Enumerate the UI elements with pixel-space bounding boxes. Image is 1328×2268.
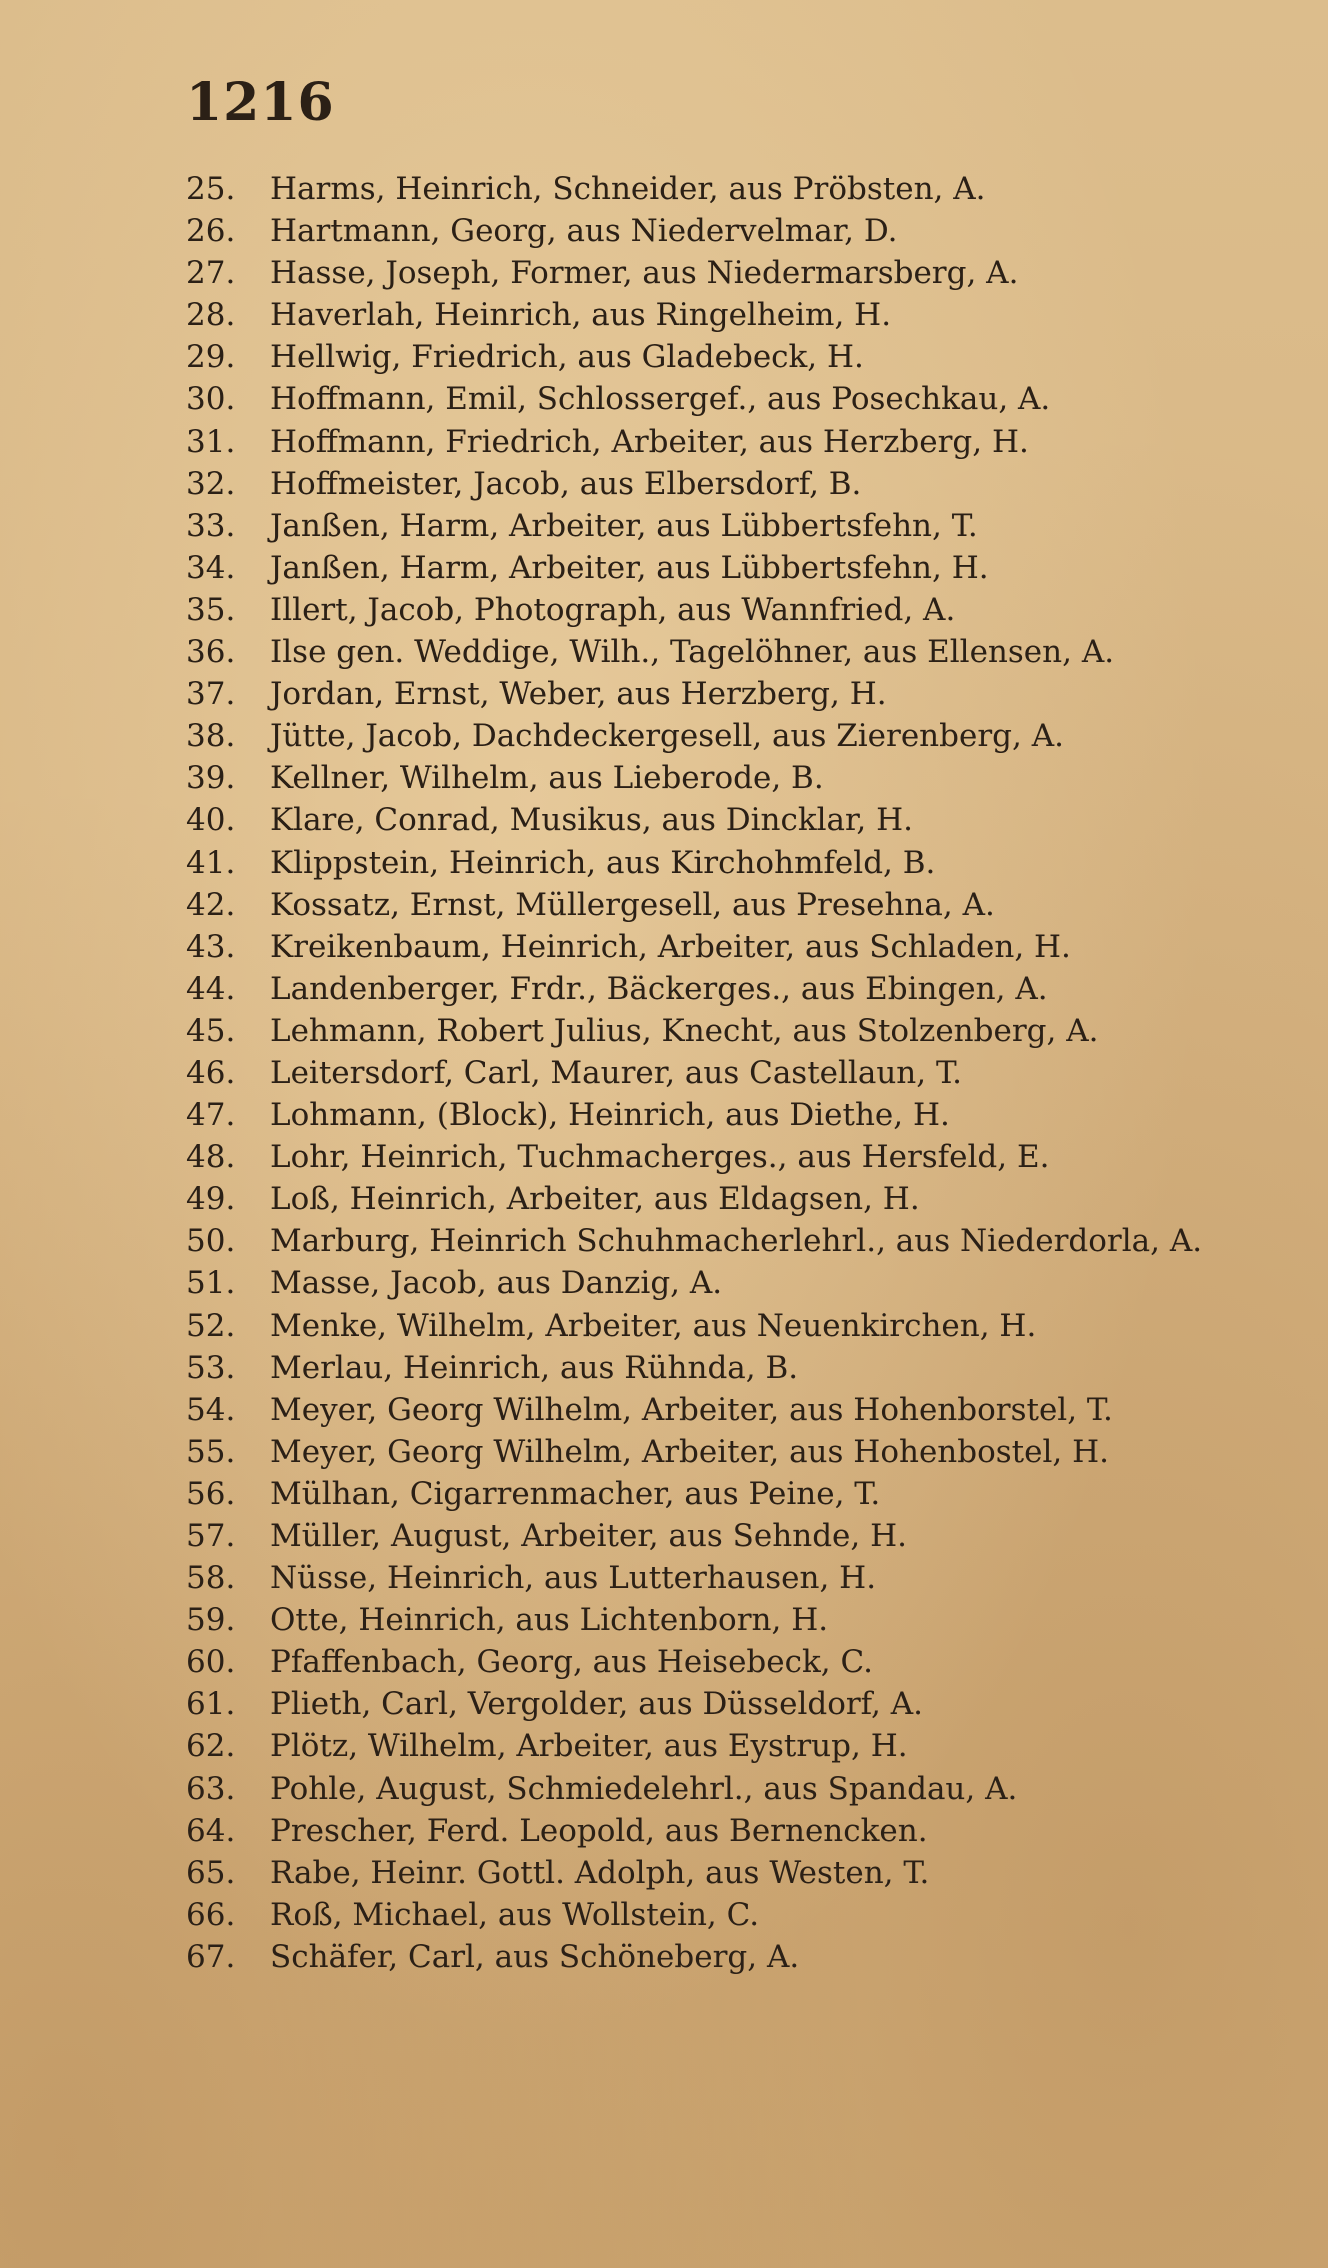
entry-number: 41. [186, 844, 236, 881]
entry-number: 40. [186, 802, 236, 839]
entry-text: Janßen, Harm, Arbeiter, aus Lübbertsfehn, H. [270, 549, 989, 586]
entry-text: Schäfer, Carl, aus Schöneberg, A. [270, 1938, 800, 1975]
entry-number: 67. [186, 1938, 236, 1975]
entry-number: 65. [186, 1854, 236, 1891]
entry-number: 30. [186, 381, 236, 418]
entry-number: 49. [186, 1181, 236, 1218]
list-item [0, 463, 1328, 505]
entry-text: Hellwig, Friedrich, aus Gladebeck, H. [270, 339, 864, 376]
entry-text: Hoffmeister, Jacob, aus Elbersdorf, B. [270, 465, 862, 502]
page-number: 1216 [186, 72, 335, 133]
entry-number: 47. [186, 1097, 236, 1134]
list-item [0, 589, 1328, 631]
entry-number: 56. [186, 1475, 236, 1512]
entry-text: Pfaffenbach, Georg, aus Heisebeck, C. [270, 1644, 873, 1681]
entry-text: Marburg, Heinrich Schuhmacherlehrl., aus Niederdorla, A. [270, 1223, 1203, 1260]
entry-text: Kossatz, Ernst, Müllergesell, aus Presehna, A. [270, 886, 995, 923]
entry-number: 25. [186, 171, 236, 207]
entry-number: 59. [186, 1602, 236, 1639]
entry-text: Roß, Michael, aus Wollstein, C. [270, 1896, 760, 1933]
list-item [0, 168, 1328, 210]
entry-number: 46. [186, 1054, 236, 1091]
entry-text: Klare, Conrad, Musikus, aus Dincklar, H. [270, 802, 914, 839]
entry-text: Klippstein, Heinrich, aus Kirchohmfeld, B. [270, 844, 936, 881]
list-item [0, 1262, 1328, 1304]
list-item [0, 1431, 1328, 1473]
entry-text: Merlau, Heinrich, aus Rühnda, B. [270, 1349, 799, 1386]
entry-text: Hasse, Joseph, Former, aus Niedermarsberg, A. [270, 255, 1019, 292]
list-item [0, 715, 1328, 757]
list-item [0, 210, 1328, 252]
list-item [0, 1725, 1328, 1767]
list-item [0, 1136, 1328, 1178]
entry-text: Meyer, Georg Wilhelm, Arbeiter, aus Hohenborstel, T. [270, 1391, 1113, 1428]
list-item [0, 1515, 1328, 1557]
list-item [0, 505, 1328, 547]
list-item [0, 1599, 1328, 1641]
entry-number: 55. [186, 1433, 236, 1470]
entry-number: 48. [186, 1139, 236, 1176]
list-item [0, 631, 1328, 673]
entry-number: 52. [186, 1307, 236, 1344]
entry-number: 28. [186, 297, 236, 334]
entry-text: Rabe, Heinr. Gottl. Adolph, aus Westen, T. [270, 1854, 930, 1891]
entry-number: 39. [186, 760, 236, 797]
list-item [0, 1641, 1328, 1683]
entry-number: 64. [186, 1812, 236, 1849]
entry-text: Jütte, Jacob, Dachdeckergesell, aus Zierenberg, A. [270, 718, 1064, 755]
list-item [0, 421, 1328, 463]
list-item [0, 673, 1328, 715]
list-item [0, 1347, 1328, 1389]
list-item [0, 1094, 1328, 1136]
entry-number: 35. [186, 591, 236, 628]
entry-number: 36. [186, 634, 236, 671]
entry-text: Kreikenbaum, Heinrich, Arbeiter, aus Schladen, H. [270, 928, 1071, 965]
entry-text: Otte, Heinrich, aus Lichtenborn, H. [270, 1602, 829, 1639]
list-item [0, 1473, 1328, 1515]
entry-number: 54. [186, 1391, 236, 1428]
entry-number: 62. [186, 1728, 236, 1765]
entry-number: 58. [186, 1560, 236, 1597]
list-item [0, 336, 1328, 378]
entry-number: 34. [186, 549, 236, 586]
entry-number: 43. [186, 928, 236, 965]
entry-text: Mülhan, Cigarrenmacher, aus Peine, T. [270, 1475, 881, 1512]
entry-text: Illert, Jacob, Photograph, aus Wannfried, A. [270, 591, 956, 628]
list-item [0, 884, 1328, 926]
entry-number: 51. [186, 1265, 236, 1302]
list-item [0, 1305, 1328, 1347]
entry-number: 38. [186, 718, 236, 755]
list-item [0, 1557, 1328, 1599]
entry-number: 60. [186, 1644, 236, 1681]
list-item [0, 799, 1328, 841]
entry-number: 32. [186, 465, 236, 502]
list-item [0, 968, 1328, 1010]
list-item [0, 547, 1328, 589]
entry-text: Plieth, Carl, Vergolder, aus Düsseldorf, A. [270, 1686, 923, 1723]
entry-text: Hoffmann, Emil, Schlossergef., aus Posechkau, A. [270, 381, 1051, 418]
entry-text: Plötz, Wilhelm, Arbeiter, aus Eystrup, H. [270, 1728, 908, 1765]
list-item [0, 1852, 1328, 1894]
entry-text: Harms, Heinrich, Schneider, aus Pröbsten, A. [270, 171, 986, 207]
entry-number: 63. [186, 1770, 236, 1807]
entry-number: 33. [186, 507, 236, 544]
entry-number: 27. [186, 255, 236, 292]
list-item [0, 1810, 1328, 1852]
entry-text: Hartmann, Georg, aus Niedervelmar, D. [270, 213, 898, 250]
entry-text: Janßen, Harm, Arbeiter, aus Lübbertsfehn, T. [270, 507, 978, 544]
list-item [0, 1010, 1328, 1052]
list-item [0, 757, 1328, 799]
entry-number: 53. [186, 1349, 236, 1386]
list-item [0, 378, 1328, 420]
entry-text: Landenberger, Frdr., Bäckerges., aus Ebingen, A. [270, 970, 1048, 1007]
entry-number: 61. [186, 1686, 236, 1723]
entry-text: Leitersdorf, Carl, Maurer, aus Castellaun, T. [270, 1054, 962, 1091]
entry-text: Menke, Wilhelm, Arbeiter, aus Neuenkirchen, H. [270, 1307, 1037, 1344]
list-item [0, 1220, 1328, 1262]
list-item [0, 252, 1328, 294]
entry-text: Ilse gen. Weddige, Wilh., Tagelöhner, aus Ellensen, A. [270, 634, 1115, 671]
entry-text: Nüsse, Heinrich, aus Lutterhausen, H. [270, 1560, 877, 1597]
list-item [0, 1389, 1328, 1431]
list-item [0, 926, 1328, 968]
entry-text: Pohle, August, Schmiedelehrl., aus Spandau, A. [270, 1770, 1018, 1807]
entry-text: Haverlah, Heinrich, aus Ringelheim, H. [270, 297, 892, 334]
list-item [0, 1683, 1328, 1725]
entry-number: 50. [186, 1223, 236, 1260]
entry-number: 29. [186, 339, 236, 376]
entry-text: Lohmann, (Block), Heinrich, aus Diethe, H. [270, 1097, 950, 1134]
entry-text: Hoffmann, Friedrich, Arbeiter, aus Herzberg, H. [270, 423, 1029, 460]
list-item [0, 1052, 1328, 1094]
entry-text: Kellner, Wilhelm, aus Lieberode, B. [270, 760, 824, 797]
list-item [0, 1768, 1328, 1810]
entry-number: 44. [186, 970, 236, 1007]
entry-number: 45. [186, 1012, 236, 1049]
list-item [0, 842, 1328, 884]
entry-text: Jordan, Ernst, Weber, aus Herzberg, H. [270, 676, 887, 713]
entry-number: 37. [186, 676, 236, 713]
entry-number: 31. [186, 423, 236, 460]
entry-text: Masse, Jacob, aus Danzig, A. [270, 1265, 723, 1302]
entry-number: 57. [186, 1518, 236, 1554]
list-item [0, 1178, 1328, 1220]
entry-list [0, 168, 1328, 1978]
entry-text: Loß, Heinrich, Arbeiter, aus Eldagsen, H. [270, 1181, 920, 1218]
entry-text: Lohr, Heinrich, Tuchmacherges., aus Hersfeld, E. [270, 1139, 1050, 1176]
list-item [0, 1894, 1328, 1936]
entry-number: 26. [186, 213, 236, 250]
entry-number: 66. [186, 1896, 236, 1933]
entry-text: Müller, August, Arbeiter, aus Sehnde, H. [270, 1518, 907, 1554]
entry-text: Prescher, Ferd. Leopold, aus Bernencken. [270, 1812, 928, 1849]
list-item [0, 1936, 1328, 1978]
entry-text: Meyer, Georg Wilhelm, Arbeiter, aus Hohenbostel, H. [270, 1433, 1109, 1470]
list-item [0, 294, 1328, 336]
entry-number: 42. [186, 886, 236, 923]
entry-text: Lehmann, Robert Julius, Knecht, aus Stolzenberg, A. [270, 1012, 1099, 1049]
